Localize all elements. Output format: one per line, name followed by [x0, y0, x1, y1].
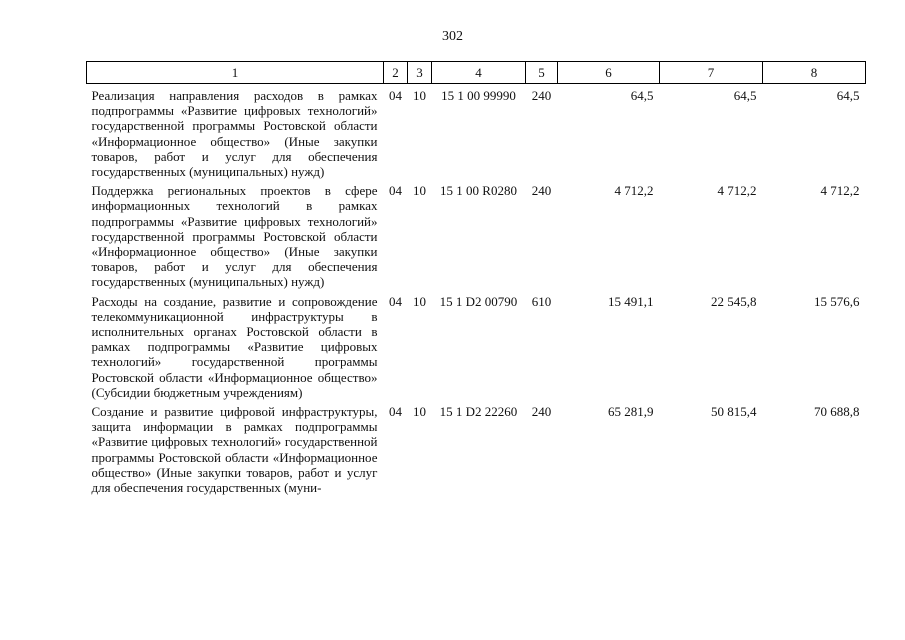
row-amount-col7: 22 545,8 — [711, 293, 757, 309]
row-subsection-code: 10 — [413, 88, 426, 103]
row-description: Поддержка региональных проектов в сфере информационных технологий в рамках подпрограммы «Развитие цифровых технологий» государственной программы Ростовской области «Информационное общество» (Иные закупки товаров, работ и услуг для обеспечения государственных (муниципальных) нужд) — [91, 183, 378, 290]
row-subsection-code: 10 — [413, 183, 426, 199]
row-description: Расходы на создание, развитие и сопровождение телекоммуникационной инфраструктуры в исполнительных органах Ростовской области в рамках подпрограммы «Развитие цифровых технологий» государственной программы Ростовской области «Информационное общество» (Субсидии бюджетным учреждениям) — [91, 293, 378, 400]
row-amount-col6: 64,5 — [630, 88, 654, 103]
column-header: 6 — [558, 62, 660, 84]
row-section-code: 04 — [389, 88, 402, 103]
row-subsection-code: 10 — [413, 404, 426, 420]
column-header: 7 — [660, 62, 763, 84]
row-description: Создание и развитие цифровой инфраструктуры, защита информации в рамках подпрограммы «Развитие цифровых технологий» государственной программы Ростовской области «Информационное общество» (Иные закупки товаров, работ и услуг для обеспечения государственных (муни- — [91, 404, 378, 496]
row-amount-col7: 64,5 — [733, 88, 757, 103]
table-row — [87, 400, 866, 495]
page-number: 302 — [442, 29, 463, 44]
column-header: 4 — [432, 62, 526, 84]
row-amount-col8: 4 712,2 — [820, 183, 860, 199]
row-expense-type: 610 — [531, 293, 552, 309]
row-section-code: 04 — [389, 404, 402, 420]
row-description: Реализация направления расходов в рамках подпрограммы «Развитие цифровых технологий» государственной программы Ростовской области «Информационное общество» (Иные закупки товаров, работ и услуг для обеспечения государственных (муниципальных) нужд) — [91, 88, 378, 180]
column-header: 8 — [763, 62, 866, 84]
row-amount-col8: 15 576,6 — [814, 293, 860, 309]
column-header: 2 — [384, 62, 408, 84]
row-expense-type: 240 — [531, 404, 552, 420]
row-section-code: 04 — [389, 293, 402, 309]
row-subsection-code: 10 — [413, 293, 426, 309]
row-target-code: 15 1 D2 22260 — [439, 404, 518, 420]
row-expense-type: 240 — [531, 88, 552, 103]
table-row — [87, 179, 866, 289]
table-row — [87, 290, 866, 400]
budget-table — [86, 61, 866, 495]
row-amount-col6: 15 491,1 — [608, 293, 654, 309]
row-amount-col6: 4 712,2 — [614, 183, 654, 199]
column-header: 3 — [408, 62, 432, 84]
row-amount-col7: 4 712,2 — [717, 183, 757, 199]
header-row — [87, 62, 866, 84]
row-section-code: 04 — [389, 183, 402, 199]
table-row — [87, 84, 866, 180]
row-target-code: 15 1 00 99990 — [441, 88, 516, 103]
column-header: 5 — [526, 62, 558, 84]
row-target-code: 15 1 D2 00790 — [439, 293, 518, 309]
row-amount-col6: 65 281,9 — [608, 404, 654, 420]
row-expense-type: 240 — [531, 183, 552, 199]
row-target-code: 15 1 00 R0280 — [440, 183, 517, 199]
column-header: 1 — [87, 62, 384, 84]
row-amount-col8: 64,5 — [836, 88, 860, 103]
row-amount-col8: 70 688,8 — [814, 404, 860, 420]
row-amount-col7: 50 815,4 — [711, 404, 757, 420]
